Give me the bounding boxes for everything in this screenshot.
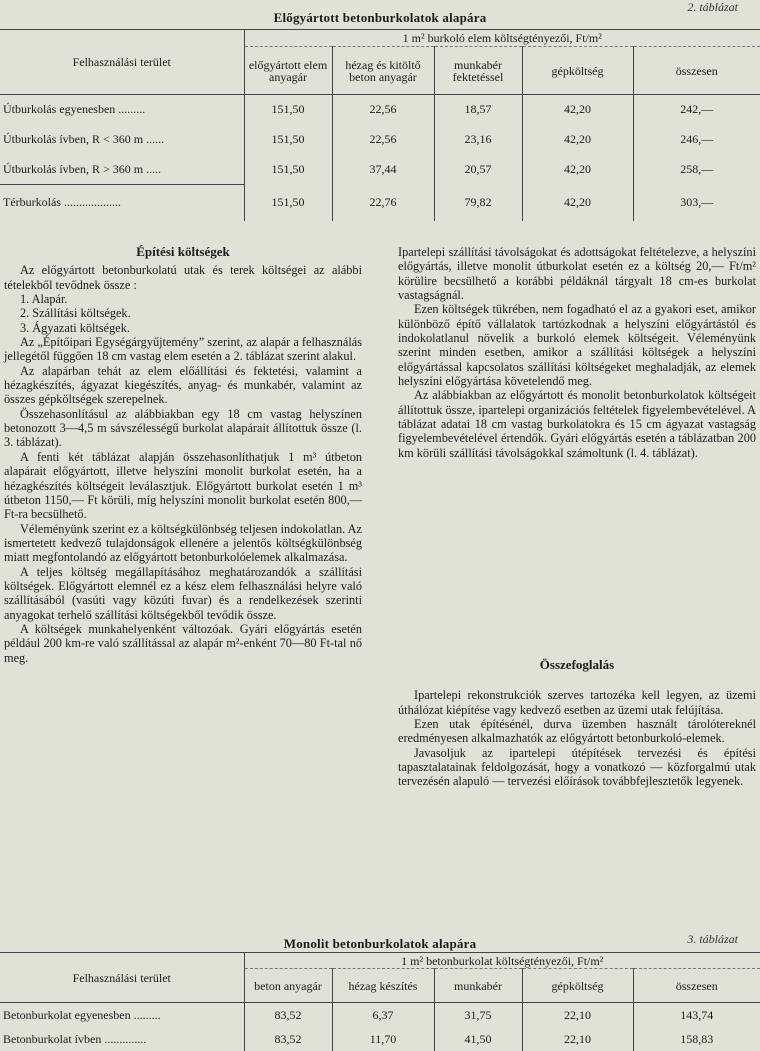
table-cell: 20,57: [434, 155, 522, 185]
table3-grid: [0, 952, 760, 1051]
paragraph: Ezen utak építésénél, durva üzemben használt tárolótereknél eredményesen alkalmazhatók az előgyártott betonburkoló-elemek.: [398, 717, 756, 746]
table-row: [0, 155, 760, 185]
table-cell: 83,52: [244, 1029, 332, 1051]
section-heading: Építési költségek: [136, 244, 230, 259]
table3: [0, 952, 760, 1051]
table2-col-header: összesen: [633, 47, 760, 95]
paragraph: Ipartelepi szállítási távolságokat és adottságokat feltételezve, a helyszíni előgyártás, illetve monolit útburkolat esetén ez a költség 20,— Ft/m² körülire becsülhető a korábbi példáknál tárgyalt 18 cm-es burkolat vastagságnál.: [398, 245, 756, 303]
paragraph: Véleményünk szerint ez a költségkülönbség teljesen indokolatlan. Az ismertetett kedvező tulajdonságok ellenére a jelentős költségkülönbség miatt megfontolandó az előgyártott betonburkolóelemek alkalmazása.: [4, 521, 362, 565]
table-row: [0, 185, 760, 221]
table-cell: 11,70: [332, 1029, 434, 1051]
table3-col-header: hézag készítés: [332, 969, 434, 1003]
table2-row-area: Térburkolás ...................: [0, 185, 244, 221]
table-cell: 41,50: [434, 1029, 522, 1051]
summary-section: [398, 658, 756, 789]
paragraph: Ipartelepi rekonstrukciók szerves tartozéka kell legyen, az üzemi úthálózat kiépítése vagy kedvező esetben az üzemi utak felújítása.: [398, 688, 756, 717]
left-column: [4, 245, 362, 665]
table-cell: 151,50: [244, 125, 332, 155]
right-column: [398, 245, 756, 460]
paragraph: A fenti két táblázat alapján összehasonlíthatjuk 1 m³ útbeton alapárait előgyártott, illetve helyszíni monolit burkolat esetén, ha a hézagkészítés költségeit leválasztjuk. Előgyártott burkolat esetén 1 m³ útbeton 1150,— Ft körüli, míg helyszíni monolit burkolat esetén 800,— Ft-ra becsülhető.: [4, 449, 362, 522]
table2-row-area: Útburkolás egyenesben .........: [3, 102, 146, 117]
table2-group-header: 1 m² burkoló elem költségtényezői, Ft/m²: [244, 30, 760, 47]
table2-area-header: Felhasználási terület: [0, 30, 244, 95]
table-cell: 37,44: [332, 155, 434, 185]
paragraph: A költségek munkahelyenként változóak. Gyári előgyártás esetén például 200 km-re való szállítással az alapár m²-enként 70—80 Ft-tal nő meg.: [4, 621, 362, 665]
table-cell: 242,—: [633, 95, 760, 125]
paragraph: Az alábbiakban az előgyártott és monolit betonburkolatok költségeit állítottuk össze, ipartelepi organizációs feltételek figyelembevételével. A táblázat adatai 18 cm vastag burkolatokra és 15 cm ágyazat vastagság figyelembevételével értendők. Gyári előgyártás esetén a táblázatban 200 km körüli szállítási távolságokkal számoltunk (l. 4. táblázat).: [398, 388, 756, 460]
table3-row-area: Betonburkolat ívben ..............: [3, 1032, 147, 1046]
table-row: [0, 125, 760, 155]
table-cell: 31,75: [434, 1003, 522, 1029]
table3-group-header: 1 m² betonburkolat költségtényezői, Ft/m²: [244, 953, 760, 969]
table-cell: 6,37: [332, 1003, 434, 1029]
list-item: 3. Ágyazati költségek.: [20, 320, 130, 335]
list-item: 2. Szállítási költségek.: [20, 306, 131, 321]
table-row: [0, 95, 760, 125]
table3-col-header: összesen: [633, 969, 760, 1003]
table3-col-header: gépköltség: [522, 969, 633, 1003]
table2-number: 2. táblázat: [687, 0, 738, 14]
table-row: [0, 1003, 760, 1029]
table2-col-header: előgyártott elem anyagár: [244, 47, 332, 95]
table3-area-header: Felhasználási terület: [0, 953, 244, 1003]
list-item: 1. Alapár.: [20, 292, 68, 307]
paragraph: Az előgyártott betonburkolatú utak és terek költségei az alábbi tételekből tevődnek össze :: [4, 263, 362, 292]
table-row: [0, 1029, 760, 1051]
table-cell: 246,—: [633, 125, 760, 155]
table2-title: Előgyártott betonburkolatok alapára: [273, 10, 487, 25]
paragraph: Ezen költségek tükrében, nem fogadható el az a gyakori eset, amikor különböző építő vállalatok tartózkodnak a helyszíni előgyártástól és indokolatlanul növelik a burkoló elemek költségeit. Véleményünk szerint minden esetben, amikor a szállítási költségek a helyszíni előgyártással kapcsolatos szállítási költségeket meghaladják, az elemek helyszíni előgyártása követelendő meg.: [398, 302, 756, 389]
table-cell: 23,16: [434, 125, 522, 155]
table-cell: 22,10: [522, 1003, 633, 1029]
table-cell: 79,82: [434, 185, 522, 221]
paragraph: Az „Építőipari Egységárgyűjtemény” szerint, az alapár a felhasználás jellegétől függően 18 cm vastag elem esetén a 2. táblázat szerint alakul.: [4, 335, 362, 364]
table2-col-header: gépköltség: [522, 47, 633, 95]
table2-col-header: hézag és kitöltő beton anyagár: [332, 47, 434, 95]
table3-col-header: munkabér: [434, 969, 522, 1003]
table-cell: 143,74: [633, 1003, 760, 1029]
table-cell: 151,50: [244, 185, 332, 221]
table-cell: 42,20: [522, 155, 633, 185]
table3-row-area: Betonburkolat egyenesben .........: [3, 1008, 161, 1023]
table-cell: 42,20: [522, 95, 633, 125]
table3-title: Monolit betonburkolatok alapára: [283, 936, 477, 951]
table-cell: 42,20: [522, 125, 633, 155]
section-heading: Összefoglalás: [539, 657, 615, 672]
table-cell: 158,83: [633, 1029, 760, 1051]
table-cell: 22,10: [522, 1029, 633, 1051]
table-cell: 22,56: [332, 125, 434, 155]
table-cell: 42,20: [522, 185, 633, 221]
table2-grid: [0, 29, 760, 221]
paragraph: Az alapárban tehát az elem előállítási és fektetési, valamint a hézagkészítés, ágyazat kiegészítés, anyag- és munkabér, valamint az összes gépköltségek szerepelnek.: [4, 363, 362, 407]
table-cell: 22,56: [332, 95, 434, 125]
table3-col-header: beton anyagár: [244, 969, 332, 1003]
paragraph: Összehasonlításul az alábbiakban egy 18 cm vastag helyszínen betonozott 3—4,5 m sávszélességű burkolat alapárait állítottuk össze (l. 3. táblázat).: [4, 406, 362, 450]
table-cell: 151,50: [244, 155, 332, 185]
table2-row-area: Útburkolás ívben, R > 360 m .....: [3, 161, 162, 176]
paragraph: Javasoljuk az ipartelepi útépítések tervezési és építési tapasztalatainak feldolgozását, hogy a vonatkozó — közforgalmú utak tervezésén alapuló — tervezési előírások továbbfejlesztetők legyenek.: [398, 745, 756, 789]
table2: [0, 29, 760, 221]
table-cell: 18,57: [434, 95, 522, 125]
paragraph: A teljes költség megállapításához meghatározandók a szállítási költségek. Előgyártott elemnél ez a kész elem felhasználási helyre való szállításából (vasúti vagy közúti fuvar) és a rendelkezések szerinti anyagokat terhelő szállítási költségekből tevődik össze.: [4, 564, 362, 622]
table-cell: 258,—: [633, 155, 760, 185]
table-cell: 303,—: [633, 185, 760, 221]
table-cell: 151,50: [244, 95, 332, 125]
table-cell: 22,76: [332, 185, 434, 221]
table-cell: 83,52: [244, 1003, 332, 1029]
table3-number: 3. táblázat: [687, 932, 738, 946]
table2-col-header: munkabér fektetéssel: [434, 47, 522, 95]
table2-row-area: Útburkolás ívben, R < 360 m ......: [3, 132, 165, 146]
